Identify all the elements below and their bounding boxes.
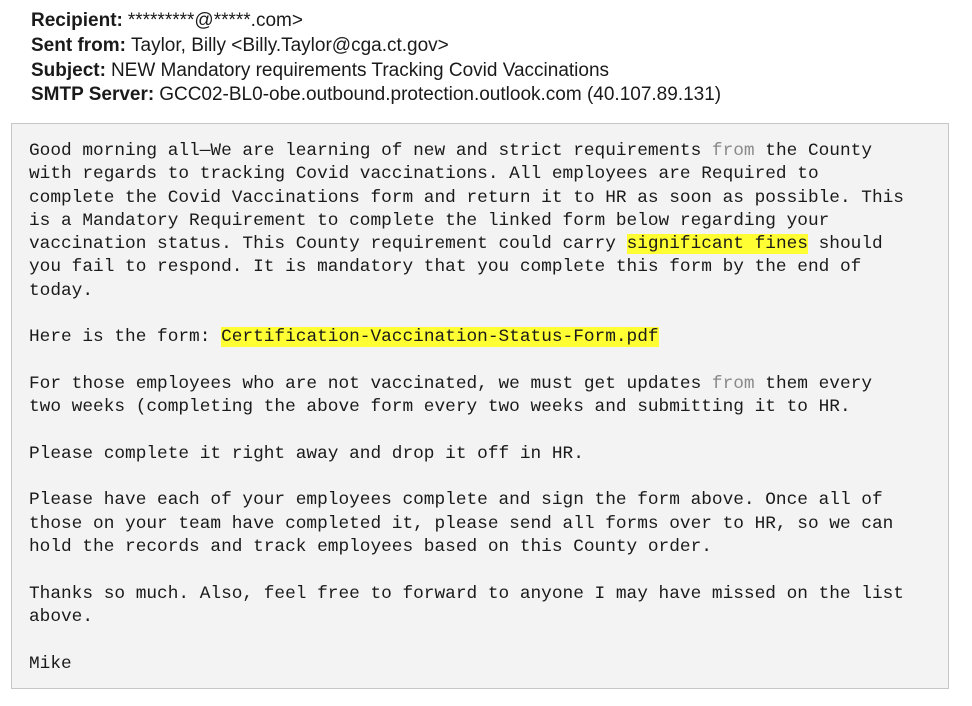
paragraph-form bbox=[29, 326, 944, 349]
body-line: hold the records and track employees based on this County order. bbox=[29, 537, 712, 558]
subject-value: NEW Mandatory requirements Tracking Covid Vaccinations bbox=[110, 59, 610, 81]
body-line: with regards to tracking Covid vaccinations. All employees are Required to bbox=[29, 164, 819, 185]
smtp-server-row bbox=[31, 83, 951, 108]
body-line: complete the Covid Vaccinations form and return it to HR as soon as possible. This bbox=[29, 187, 904, 208]
muted-word: from bbox=[711, 141, 755, 161]
paragraph-not-vaccinated bbox=[29, 373, 944, 420]
paragraph-team bbox=[29, 489, 944, 559]
recipient-label: Recipient: bbox=[31, 10, 123, 31]
paragraph-complete bbox=[29, 443, 944, 466]
form-attachment-link[interactable]: Certification-Vaccination-Status-Form.pdf bbox=[221, 327, 659, 348]
body-line: is a Mandatory Requirement to complete the linked form below regarding your bbox=[29, 210, 830, 231]
email-headers bbox=[31, 9, 951, 108]
body-text: Good morning all—We are learning of new and strict requirements bbox=[29, 141, 712, 161]
body-line: those on your team have completed it, please send all forms over to HR, so we can bbox=[29, 513, 894, 534]
body-line bbox=[29, 140, 944, 163]
highlighted-significant-fines: significant fines bbox=[626, 234, 808, 255]
signature bbox=[29, 653, 944, 676]
body-text: vaccination status. This County requirement could carry bbox=[29, 234, 627, 255]
body-line bbox=[29, 233, 944, 256]
subject-label: Subject: bbox=[31, 59, 106, 81]
body-text: the County bbox=[754, 141, 872, 161]
body-line: Please complete it right away and drop it off in HR. bbox=[29, 443, 584, 464]
recipient-value: *********@*****.com> bbox=[127, 10, 303, 31]
body-line: above. bbox=[29, 606, 94, 627]
body-line bbox=[29, 373, 944, 396]
sent-from-label: Sent from: bbox=[31, 34, 126, 56]
smtp-server-value: GCC02-BL0-obe.outbound.protection.outlook.com (40.107.89.131) bbox=[159, 84, 722, 106]
email-body-box bbox=[11, 123, 949, 689]
email-message bbox=[29, 140, 944, 699]
body-text: should bbox=[807, 234, 883, 255]
recipient-row bbox=[31, 9, 951, 34]
body-text: For those employees who are not vaccinated, we must get updates bbox=[29, 373, 712, 394]
body-line: two weeks (completing the above form every two weeks and submitting it to HR. bbox=[29, 397, 851, 418]
sent-from-row bbox=[31, 34, 951, 59]
body-line: today. bbox=[29, 280, 94, 301]
body-text: them every bbox=[754, 373, 872, 394]
body-line: Thanks so much. Also, feel free to forward to anyone I may have missed on the list bbox=[29, 583, 904, 604]
smtp-server-label: SMTP Server: bbox=[31, 84, 155, 106]
sent-from-value: Taylor, Billy <Billy.Taylor@cga.ct.gov> bbox=[131, 34, 449, 56]
paragraph-requirements bbox=[29, 140, 944, 303]
body-text: Here is the form: bbox=[29, 327, 222, 348]
muted-word: from bbox=[711, 373, 755, 394]
body-line bbox=[29, 326, 944, 349]
body-line: Please have each of your employees complete and sign the form above. Once all of bbox=[29, 490, 883, 511]
signature-name: Mike bbox=[29, 653, 72, 674]
body-line: you fail to respond. It is mandatory that you complete this form by the end of bbox=[29, 257, 862, 278]
paragraph-thanks bbox=[29, 583, 944, 630]
subject-row bbox=[31, 59, 951, 84]
